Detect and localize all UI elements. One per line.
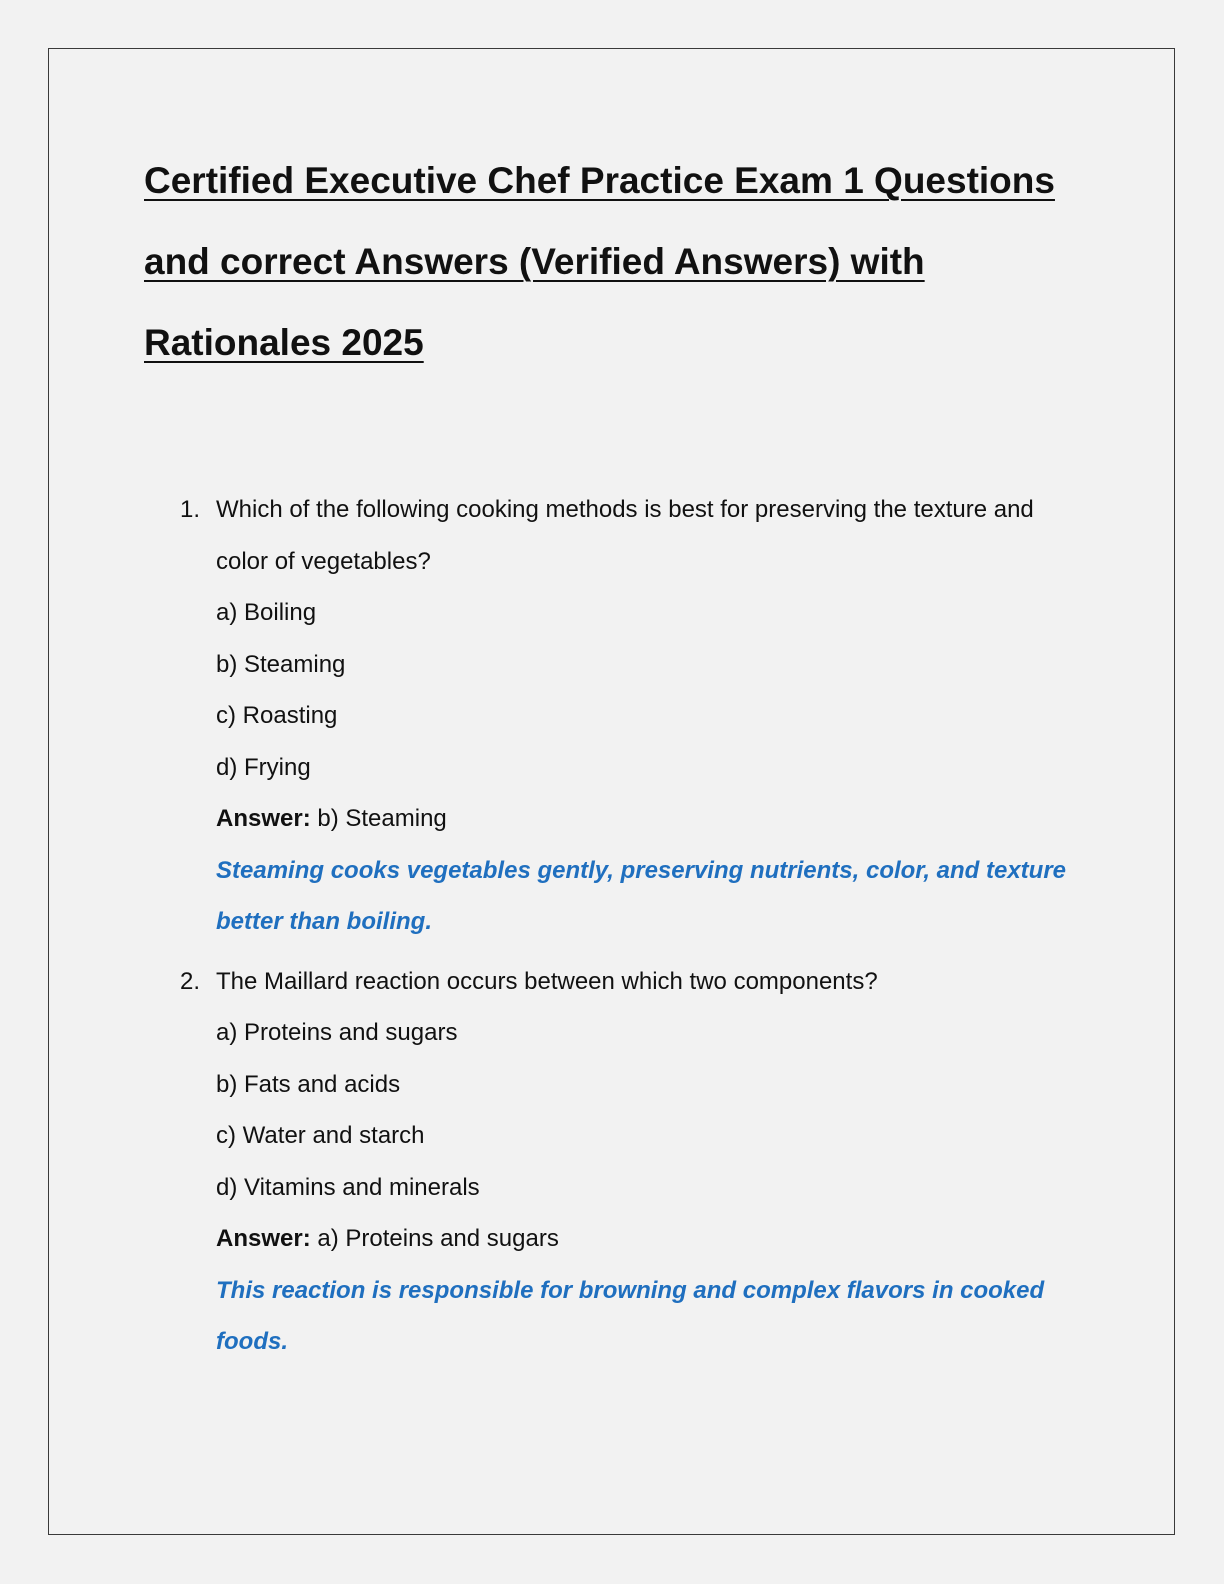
question-list bbox=[180, 484, 1080, 1368]
answer-label: Answer: bbox=[216, 1225, 311, 1252]
answer-value: b) Steaming bbox=[317, 805, 447, 832]
rationale-text: Steaming cooks vegetables gently, preserving nutrients, color, and texture better than boiling. bbox=[216, 856, 1067, 935]
answer-option: a) Proteins and sugars bbox=[216, 1019, 458, 1046]
rationale-text: This reaction is responsible for browning and complex flavors in cooked foods. bbox=[216, 1276, 1045, 1355]
correct-answer bbox=[216, 793, 1080, 845]
correct-answer bbox=[216, 1213, 1080, 1265]
answer-option: b) Fats and acids bbox=[216, 1070, 401, 1098]
question-number: 1. bbox=[180, 496, 201, 523]
answer-value: a) Proteins and sugars bbox=[317, 1225, 559, 1252]
question-text: The Maillard reaction occurs between which two components? bbox=[216, 967, 878, 995]
answer-option: d) Frying bbox=[216, 753, 311, 781]
answer-option: c) Water and starch bbox=[216, 1122, 425, 1149]
answer-label: Answer: bbox=[216, 805, 311, 832]
answer-option: a) Boiling bbox=[216, 599, 317, 626]
question-item bbox=[180, 956, 1080, 1368]
document-title: Certified Executive Chef Practice Exam 1 Questions and correct Answers (Verified Answers) with Rationales 2025 bbox=[144, 160, 1055, 363]
answer-option: b) Steaming bbox=[216, 650, 346, 678]
answer-option: d) Vitamins and minerals bbox=[216, 1173, 480, 1201]
question-number: 2. bbox=[180, 967, 201, 995]
answer-option: c) Roasting bbox=[216, 702, 338, 729]
question-text: Which of the following cooking methods is best for preserving the texture and color of vegetables? bbox=[216, 496, 1034, 575]
question-item bbox=[180, 484, 1080, 948]
